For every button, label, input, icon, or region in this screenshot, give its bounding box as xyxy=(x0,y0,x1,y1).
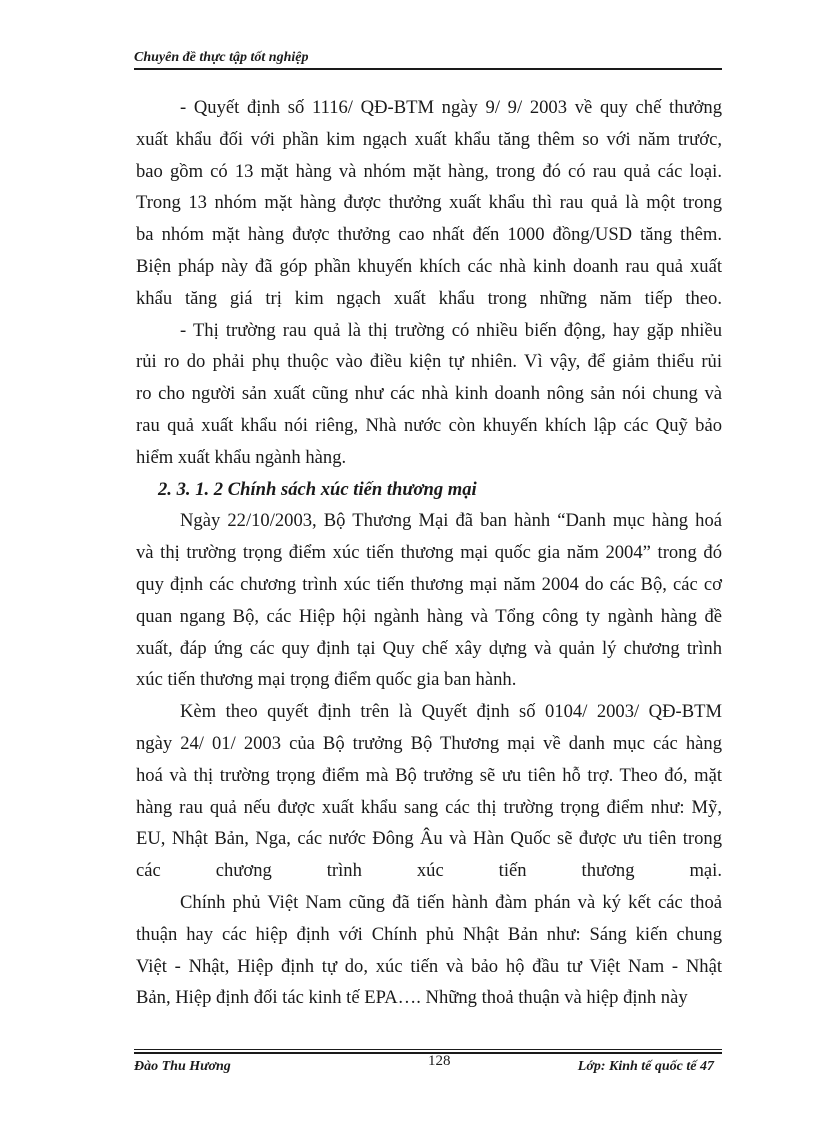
body-line: Ngày 22/10/2003, Bộ Thương Mại đã ban hành “Danh mục hàng hoá xyxy=(180,510,722,532)
body-line: thuận hay các hiệp định với Chính phủ Nhật Bản như: Sáng kiến chung xyxy=(136,923,722,945)
body-line: quan ngang Bộ, các Hiệp hội ngành hàng và Tổng công ty ngành hàng đề xyxy=(136,605,722,627)
body-line: Việt - Nhật, Hiệp định tự do, xúc tiến và bảo hộ đầu tư Việt Nam - Nhật xyxy=(136,955,722,977)
page-number: 128 xyxy=(428,1053,451,1069)
body-line: rau quả xuất khẩu nói riêng, Nhà nước còn khuyến khích lập các Quỹ bảo xyxy=(136,414,722,436)
body-line: Biện pháp này đã góp phần khuyến khích các nhà kinh doanh rau quả xuất xyxy=(136,255,722,277)
header-rule xyxy=(134,68,722,70)
body-line: và thị trường trọng điểm xúc tiến thương mại quốc gia năm 2004” trong đó xyxy=(136,542,722,564)
body-line: ngày 24/ 01/ 2003 của Bộ trưởng Bộ Thương mại về danh mục các hàng xyxy=(136,732,722,754)
body-line: khẩu tăng giá trị kim ngạch xuất khẩu trong những năm tiếp theo. xyxy=(136,287,722,309)
body-line: Chính phủ Việt Nam cũng đã tiến hành đàm phán và ký kết các thoả xyxy=(180,891,722,913)
body-line: quy định các chương trình xúc tiến thương mại năm 2004 do các Bộ, các cơ xyxy=(136,573,722,595)
body-line: ro cho người sản xuất cũng như các nhà kinh doanh nông sản nói chung và xyxy=(136,383,722,405)
body-line: xúc tiến thương mại trọng điểm quốc gia ban hành. xyxy=(136,669,517,691)
body-line: - Thị trường rau quả là thị trường có nhiều biến động, hay gặp nhiều xyxy=(180,319,722,341)
footer-rule xyxy=(134,1049,722,1050)
body-line: Trong 13 nhóm mặt hàng được thưởng xuất khẩu thì rau quả là một trong xyxy=(136,192,722,214)
body-line: hàng rau quả nếu được xuất khẩu sang các thị trường trọng điểm như: Mỹ, xyxy=(136,796,722,818)
page-footer xyxy=(134,1049,722,1079)
body-line: hiểm xuất khẩu ngành hàng. xyxy=(136,446,347,468)
body-text xyxy=(136,92,722,1014)
body-line: xuất khẩu đối với phần kim ngạch xuất khẩu tăng thêm so với năm trước, xyxy=(136,128,722,150)
footer-author: Đào Thu Hương xyxy=(134,1059,231,1074)
body-line: hoá và thị trường trọng điểm mà Bộ trưởng sẽ ưu tiên hỗ trợ. Theo đó, mặt xyxy=(136,764,722,786)
footer-class: Lớp: Kinh tế quốc tế 47 xyxy=(577,1059,714,1074)
body-line: xuất, đáp ứng các quy định tại Quy chế xây dựng và quản lý chương trình xyxy=(136,637,722,659)
header-title: Chuyên đề thực tập tốt nghiệp xyxy=(134,50,309,65)
body-line: ba nhóm mặt hàng được thưởng cao nhất đến 1000 đồng/USD tăng thêm. xyxy=(136,224,722,246)
body-line: - Quyết định số 1116/ QĐ-BTM ngày 9/ 9/ 2003 về quy chế thưởng xyxy=(180,97,722,118)
body-line: Kèm theo quyết định trên là Quyết định số 0104/ 2003/ QĐ-BTM xyxy=(180,701,722,723)
body-line: Bản, Hiệp định đối tác kinh tế EPA…. Những thoả thuận và hiệp định này xyxy=(136,987,688,1009)
body-line: EU, Nhật Bản, Nga, các nước Đông Âu và Hàn Quốc sẽ được ưu tiên trong xyxy=(136,828,722,850)
page-header xyxy=(134,49,722,67)
body-line: rủi ro do phải phụ thuộc vào điều kiện tự nhiên. Vì vậy, để giảm thiểu rủi xyxy=(136,351,722,373)
body-line: các chương trình xúc tiến thương mại. xyxy=(136,860,722,882)
body-line: bao gồm có 13 mặt hàng và nhóm mặt hàng, trong đó có rau quả các loại. xyxy=(136,160,722,182)
section-heading: 2. 3. 1. 2 Chính sách xúc tiến thương mại xyxy=(158,478,477,500)
